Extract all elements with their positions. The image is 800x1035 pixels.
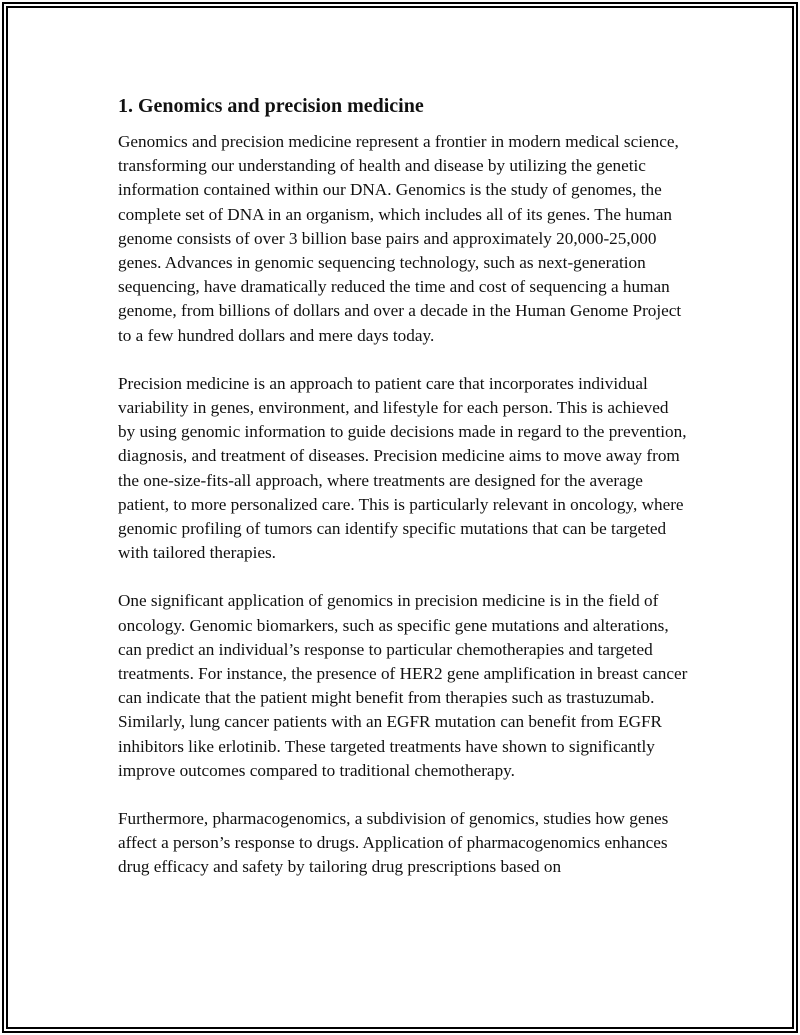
document-body [118,92,688,904]
paragraph-pharmacogenomics: Furthermore, pharmacogenomics, a subdivision of genomics, studies how genes affect a person’s response to drugs. Application of pharmacogenomics enhances drug efficacy and safety by tailoring drug prescriptions based on [118,809,669,877]
paragraph-precision-medicine: Precision medicine is an approach to patient care that incorporates individual variability in genes, environment, and lifestyle for each person. This is achieved by using genomic information to guide decisions made in regard to the prevention, diagnosis, and treatment of diseases. Precision medicine aims to move away from the one-size-fits-all approach, where treatments are designed for the average patient, to more personalized care. This is particularly relevant in oncology, where genomic profiling of tumors can identify specific mutations that can be targeted with tailored therapies. [118,373,687,563]
paragraph-oncology-application: One significant application of genomics in precision medicine is in the field of oncology. Genomic biomarkers, such as specific gene mutations and alterations, can predict an individual’s response to particular chemotherapies and targeted treatments. For instance, the presence of HER2 gene amplification in breast cancer can indicate that the patient might benefit from therapies such as trastuzumab. Similarly, lung cancer patients with an EGFR mutation can benefit from EGFR inhibitors like erlotinib. These targeted treatments have shown to significantly improve outcomes compared to traditional chemotherapy. [118,591,688,780]
paragraph-genomics-intro: Genomics and precision medicine represent a frontier in modern medical science, transforming our understanding of health and disease by utilizing the genetic information contained within our DNA. Genomics is the study of genomes, the complete set of DNA in an organism, which includes all of its genes. The human genome consists of over 3 billion base pairs and approximately 20,000-25,000 genes. Advances in genomic sequencing technology, such as next-generation sequencing, have dramatically reduced the time and cost of sequencing a human genome, from billions of dollars and over a decade in the Human Genome Project to a few hundred dollars and mere days today. [118,132,682,345]
section-heading: 1. Genomics and precision medicine [118,95,424,117]
